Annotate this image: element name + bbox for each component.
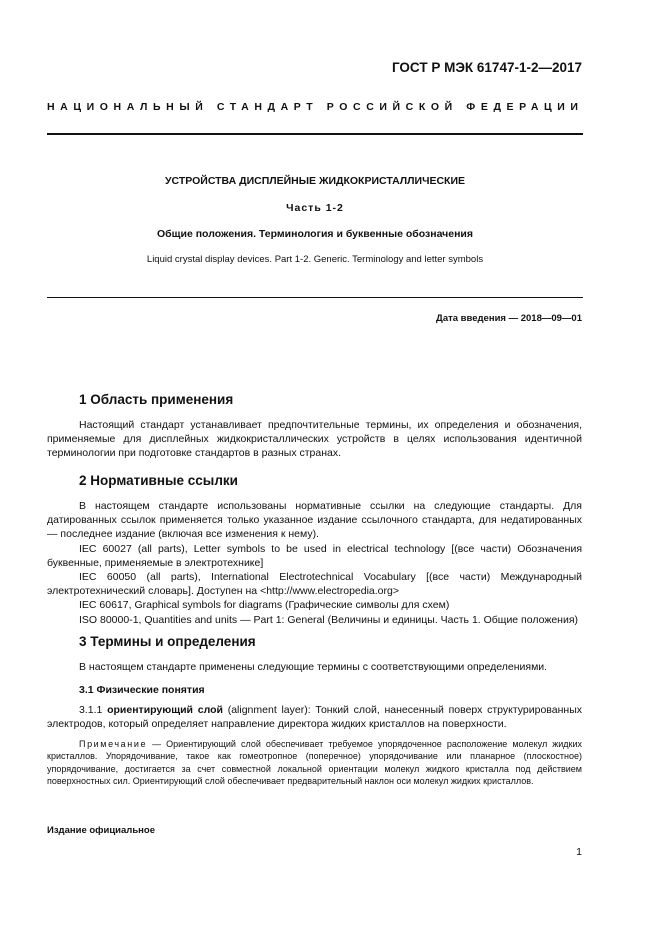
section1-heading: 1 Область применения xyxy=(79,392,234,407)
document-part: Часть 1-2 xyxy=(286,202,344,214)
reference-item: IEC 60617, Graphical symbols for diagrams (Графические символы для схем) xyxy=(79,599,450,612)
introduction-date: Дата введения — 2018—09—01 xyxy=(436,313,582,324)
note-paragraph xyxy=(47,738,582,788)
document-english-title: Liquid crystal display devices. Part 1-2. Generic. Terminology and letter symbols xyxy=(146,254,484,265)
section3-heading: 3 Термины и определения xyxy=(79,634,256,649)
national-standard-banner: НАЦИОНАЛЬНЫЙ СТАНДАРТ РОССИЙСКОЙ ФЕДЕРАЦИИ xyxy=(47,101,584,113)
top-divider xyxy=(47,133,583,135)
section1-text xyxy=(47,418,582,461)
note-label: Примечание xyxy=(79,739,148,749)
term-paragraph xyxy=(47,703,582,731)
subsection-heading: 3.1 Физические понятия xyxy=(79,684,205,696)
section2-text xyxy=(47,499,582,627)
section2-heading: 2 Нормативные ссылки xyxy=(79,473,238,488)
note-text: — Ориентирующий слой обеспечивает требуемое упорядоченное расположение молекул жидких кристаллов. Упорядочивание, такое как гомеотропное (поперечное) упорядочивание или планарное (плоскостное) упорядочивание, достигается за счет совместной локальной ориентации молекул жидкого кристалла под действием поверхностных сил. Ориентирующий слой обеспечивает предварительный наклон оси молекул жидких кристаллов. xyxy=(47,739,582,787)
term-number: 3.1.1 xyxy=(79,704,103,716)
page-number: 1 xyxy=(576,846,582,858)
term-definition: (alignment layer): Тонкий слой, нанесенный поверх структурированных электродов, который определяет направление директора жидких кристаллов на поверхности. xyxy=(47,704,582,731)
term-note xyxy=(47,738,582,788)
reference-item: IEC 60050 (all parts), International Electrotechnical Vocabulary [(все части) Международный электротехнический словарь]. Доступен на <http://www.electropedia.org> xyxy=(47,571,582,598)
official-edition-label: Издание официальное xyxy=(47,825,155,836)
reference-item: IEC 60027 (all parts), Letter symbols to be used in electrical technology [(все части) Обозначения буквенные, применяемые в электротехнике] xyxy=(47,542,582,569)
term-entry xyxy=(47,703,582,731)
term-name: ориентирующий слой xyxy=(107,704,223,716)
document-title: УСТРОЙСТВА ДИСПЛЕЙНЫЕ ЖИДКОКРИСТАЛЛИЧЕСКИЕ xyxy=(164,175,466,187)
document-subtitle: Общие положения. Терминология и буквенные обозначения xyxy=(156,228,474,240)
section1-paragraph: Настоящий стандарт устанавливает предпочтительные термины, их определения и обозначения, применяемые для дисплейных жидкокристаллических устройств в целях использования идентичной терминологии при подготовке стандартов в разных странах. xyxy=(47,419,582,460)
section3-intro: В настоящем стандарте применены следующие термины с соответствующими определениями. xyxy=(79,661,548,673)
section3-intro-block xyxy=(47,660,582,674)
title-divider xyxy=(47,297,583,298)
standard-designation: ГОСТ Р МЭК 61747-1-2—2017 xyxy=(391,60,582,75)
reference-item: ISO 80000-1, Quantities and units — Part 1: General (Величины и единицы. Часть 1. Общие положения) xyxy=(79,613,579,626)
section2-intro: В настоящем стандарте использованы нормативные ссылки на следующие стандарты. Для датированных ссылок применяется только указанное издание ссылочного стандарта, для недатированных — последнее издание (включая все изменения к нему). xyxy=(47,500,582,541)
